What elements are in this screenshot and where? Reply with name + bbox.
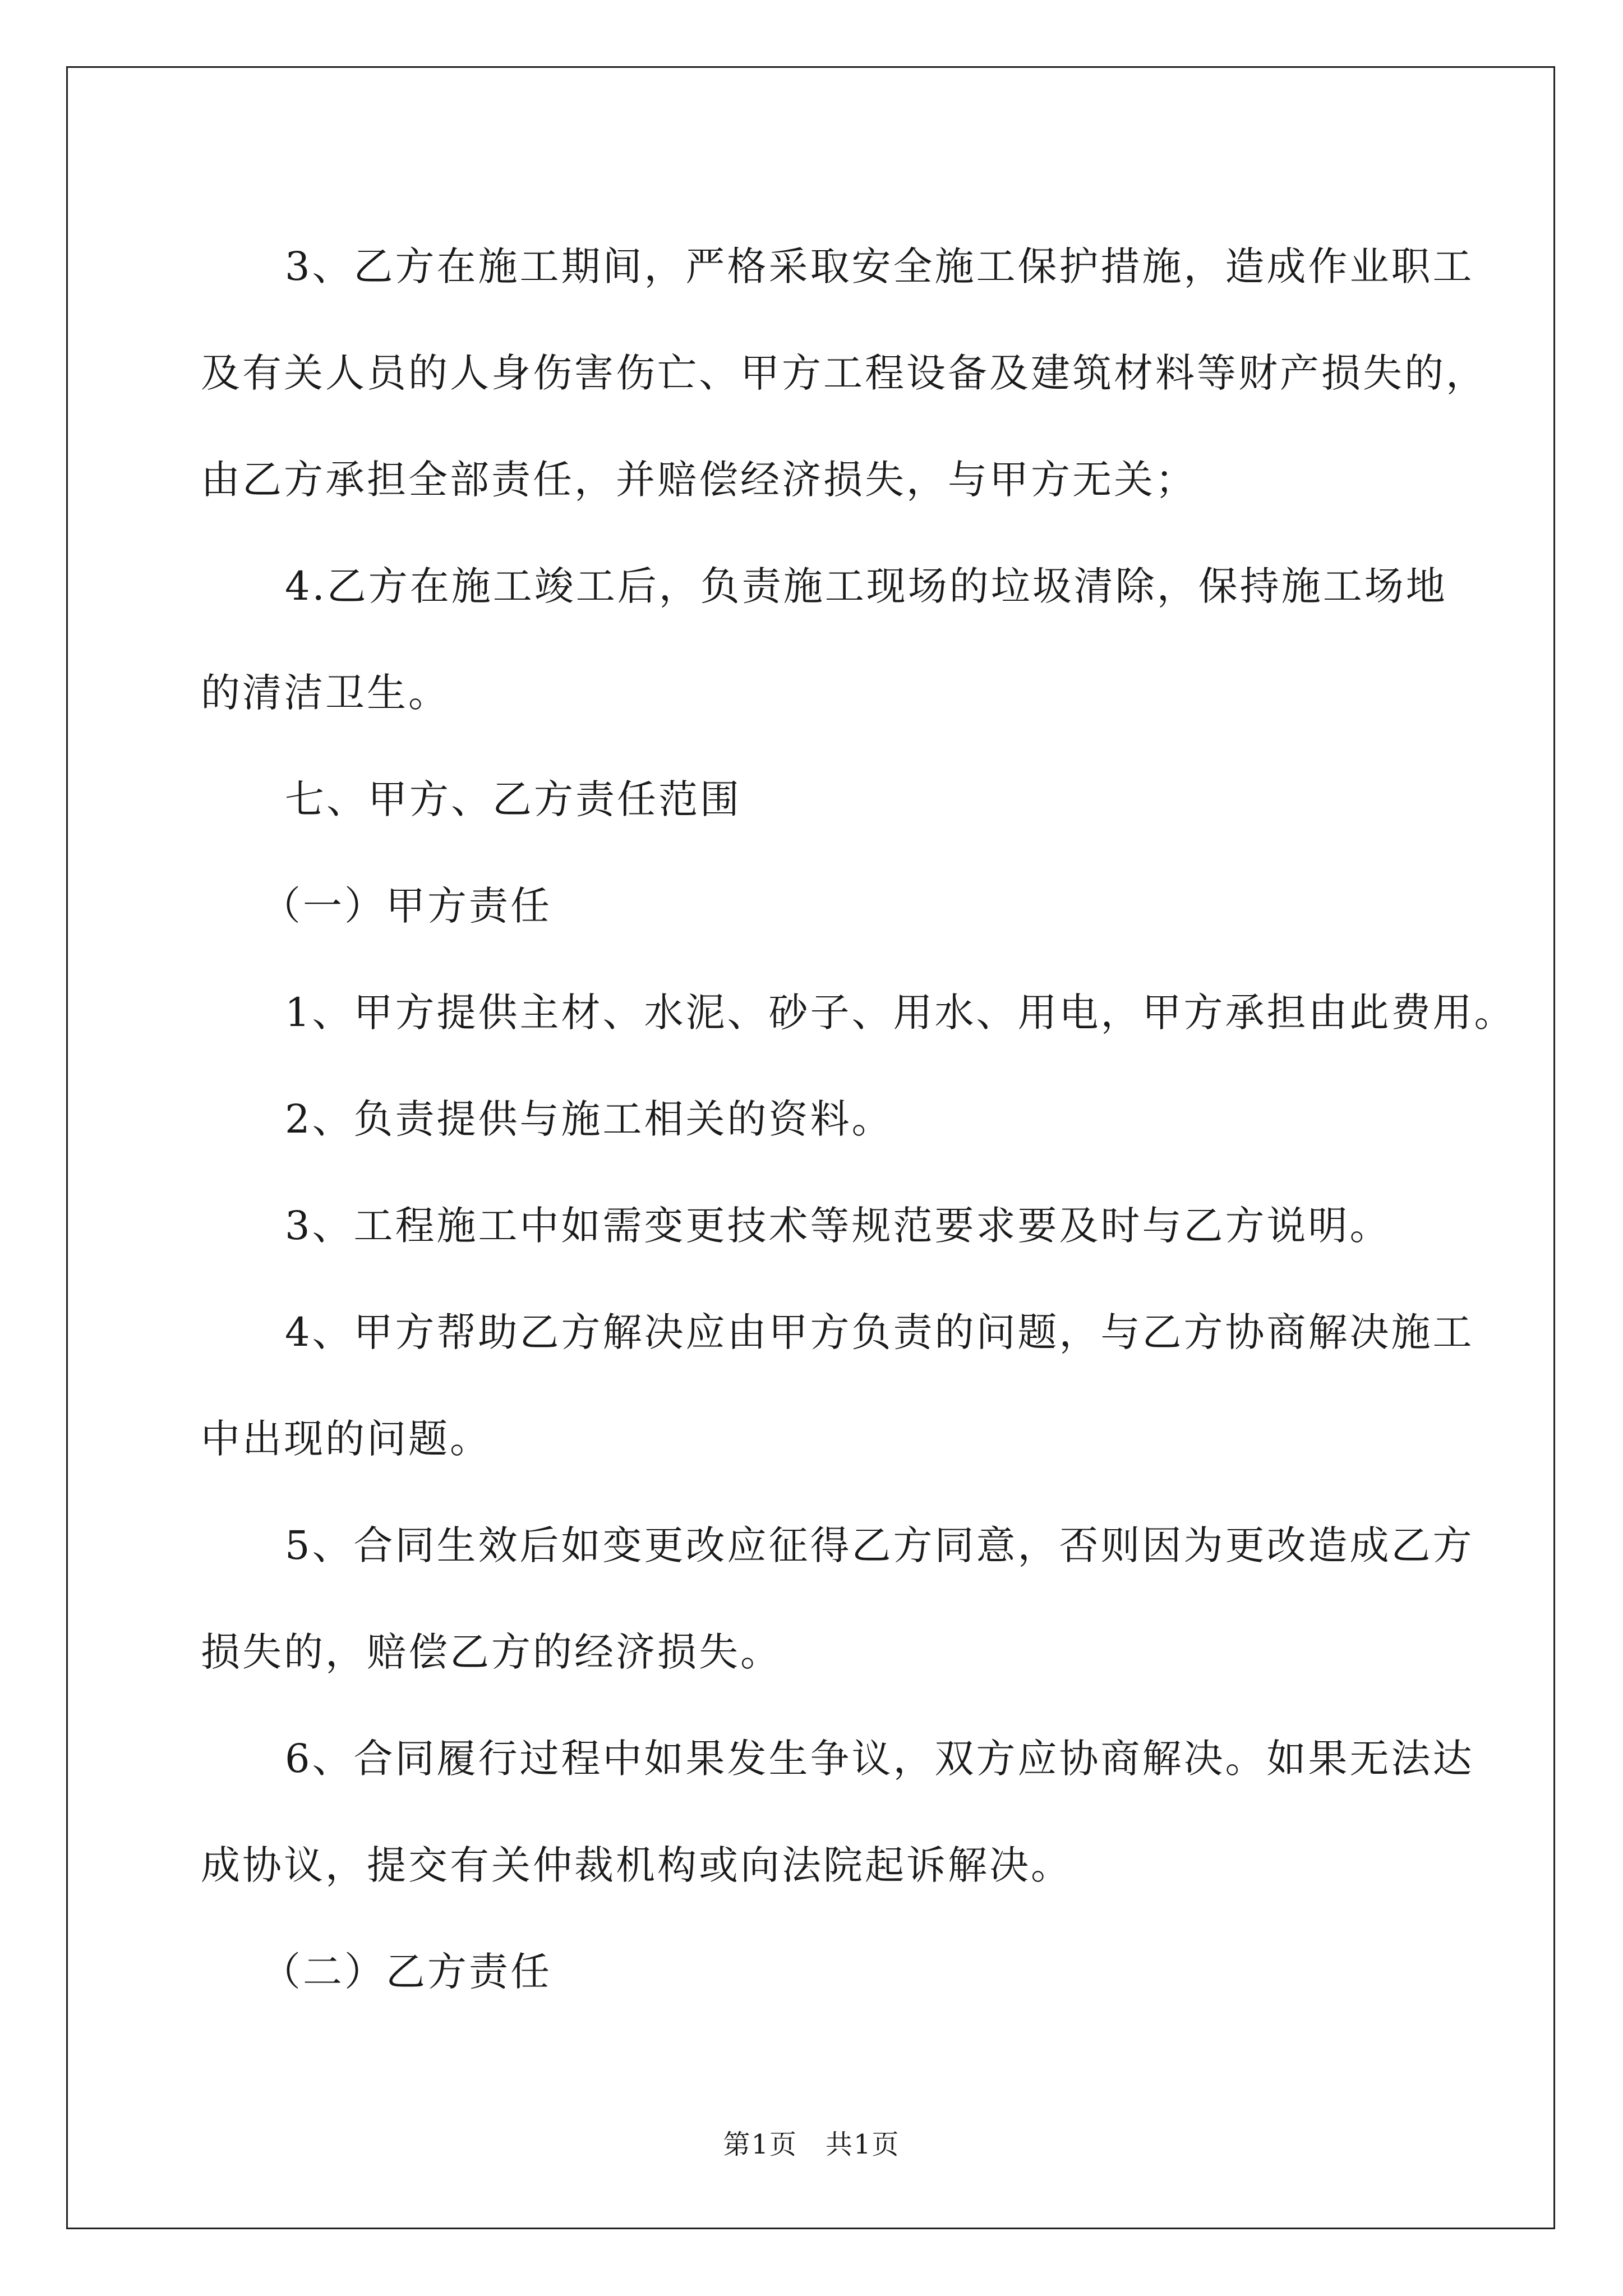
document-body xyxy=(201,213,1516,2025)
paragraph-line: 及有关人员的人身伤害伤亡、甲方工程设备及建筑材料等财产损失的， xyxy=(201,350,1487,396)
paragraph-line: 由乙方承担全部责任，并赔偿经济损失，与甲方无关； xyxy=(201,457,1197,503)
subsection-heading: （一）甲方责任 xyxy=(261,883,552,929)
paragraph-line: 1、甲方提供主材、水泥、砂子、用水、用电，甲方承担由此费用。 xyxy=(285,990,1516,1036)
paragraph-line: 的清洁卫生。 xyxy=(201,670,450,716)
section-heading: 七、甲方、乙方责任范围 xyxy=(285,776,741,822)
paragraph-line: 5、合同生效后如变更改应征得乙方同意，否则因为更改造成乙方 xyxy=(285,1522,1474,1568)
paragraph-line: 4、甲方帮助乙方解决应由甲方负责的问题，与乙方协商解决施工 xyxy=(285,1309,1474,1355)
paragraph-line: 3、工程施工中如需变更技术等规范要求要及时与乙方说明。 xyxy=(285,1203,1391,1249)
paragraph-line: 损失的，赔偿乙方的经济损失。 xyxy=(201,1629,782,1675)
paragraph-line: 成协议，提交有关仲裁机构或向法院起诉解决。 xyxy=(201,1842,1072,1888)
page-number-footer: 第1页 共1页 xyxy=(723,2129,900,2160)
paragraph-line: 2、负责提供与施工相关的资料。 xyxy=(285,1096,893,1142)
paragraph-line: 6、合同履行过程中如果发生争议，双方应协商解决。如果无法达 xyxy=(285,1736,1474,1782)
paragraph-line: 4.乙方在施工竣工后，负责施工现场的垃圾清除，保持施工场地 xyxy=(285,563,1447,609)
paragraph-line: 中出现的问题。 xyxy=(201,1416,491,1462)
paragraph-line: 3、乙方在施工期间，严格采取安全施工保护措施，造成作业职工 xyxy=(285,243,1474,289)
subsection-heading: （二）乙方责任 xyxy=(261,1949,552,1995)
